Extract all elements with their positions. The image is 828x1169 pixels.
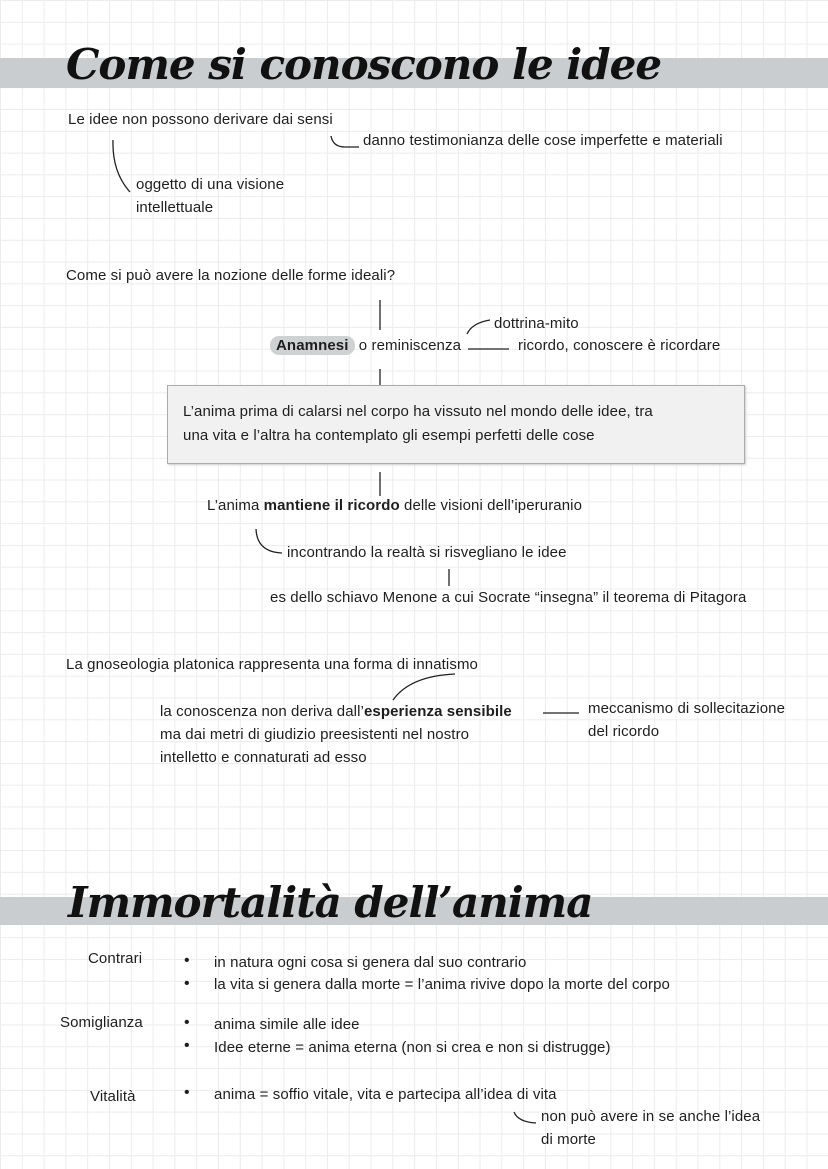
- list-item: anima = soffio vitale, vita e partecipa all’idea di vita: [214, 1086, 557, 1103]
- text-line: [160, 703, 512, 721]
- bold-span: mantiene il ricordo: [263, 497, 400, 514]
- text-line: ricordo, conoscere è ricordare: [518, 337, 721, 354]
- connector: [113, 140, 130, 192]
- text-span: L’anima: [207, 497, 264, 514]
- bullet: •: [184, 975, 190, 992]
- connector: [393, 674, 455, 700]
- list-item: Idee eterne = anima eterna (non si crea e non si distrugge): [214, 1039, 611, 1056]
- text-line: intelletto e connaturati ad esso: [160, 749, 367, 766]
- text-line: intellettuale: [136, 199, 214, 216]
- list-item: la vita si genera dalla morte = l’anima rivive dopo la morte del corpo: [214, 976, 670, 993]
- anamnesi-highlight: Anamnesi: [270, 336, 355, 355]
- text-line: es dello schiavo Menone a cui Socrate “insegna” il teorema di Pitagora: [270, 589, 747, 606]
- list-item: anima simile alle idee: [214, 1016, 360, 1033]
- text-line: danno testimonianza delle cose imperfette e materiali: [363, 132, 723, 149]
- section-title: Come si conoscono le idee: [66, 40, 662, 89]
- bullet: •: [184, 952, 190, 969]
- text-span: delle visioni dell’iperuranio: [399, 497, 583, 514]
- connector: [256, 529, 282, 553]
- box-text: una vita e l’altra ha contemplato gli esempi perfetti delle cose: [183, 427, 595, 444]
- text-line: non può avere in se anche l’idea: [541, 1108, 761, 1125]
- bullet: •: [184, 1014, 190, 1031]
- text-line: dottrina-mito: [494, 315, 579, 332]
- text-line: ma dai metri di giudizio preesistenti nel nostro: [160, 726, 470, 743]
- section-title: Immortalità dell’anima: [68, 878, 593, 927]
- connector: [467, 320, 490, 334]
- list-item: in natura ogni cosa si genera dal suo contrario: [214, 954, 527, 971]
- bold-span: esperienza sensibile: [363, 703, 512, 720]
- anamnesi-line: [270, 337, 461, 355]
- text-span: o reminiscenza: [354, 337, 462, 354]
- bullet: •: [184, 1084, 190, 1101]
- text-line: Le idee non possono derivare dai sensi: [68, 111, 333, 128]
- question: Come si può avere la nozione delle forme ideali?: [66, 267, 396, 284]
- definition-box: [167, 385, 745, 464]
- bullet: •: [184, 1037, 190, 1054]
- text-line: La gnoseologia platonica rappresenta una forma di innatismo: [66, 656, 478, 673]
- text-line: oggetto di una visione: [136, 176, 285, 193]
- text-line: incontrando la realtà si risvegliano le idee: [287, 544, 567, 561]
- text-line: del ricordo: [588, 723, 660, 740]
- text-line: [207, 497, 582, 515]
- text-line: meccanismo di sollecitazione: [588, 700, 786, 717]
- group-label: Somiglianza: [60, 1014, 143, 1031]
- box-text: L’anima prima di calarsi nel corpo ha vissuto nel mondo delle idee, tra: [183, 403, 653, 420]
- connector: [331, 136, 359, 147]
- group-label: Contrari: [88, 950, 143, 967]
- connector: [514, 1112, 536, 1123]
- group-label: Vitalità: [90, 1088, 136, 1105]
- text-span: la conoscenza non deriva dall’: [160, 703, 364, 720]
- text-line: di morte: [541, 1131, 596, 1148]
